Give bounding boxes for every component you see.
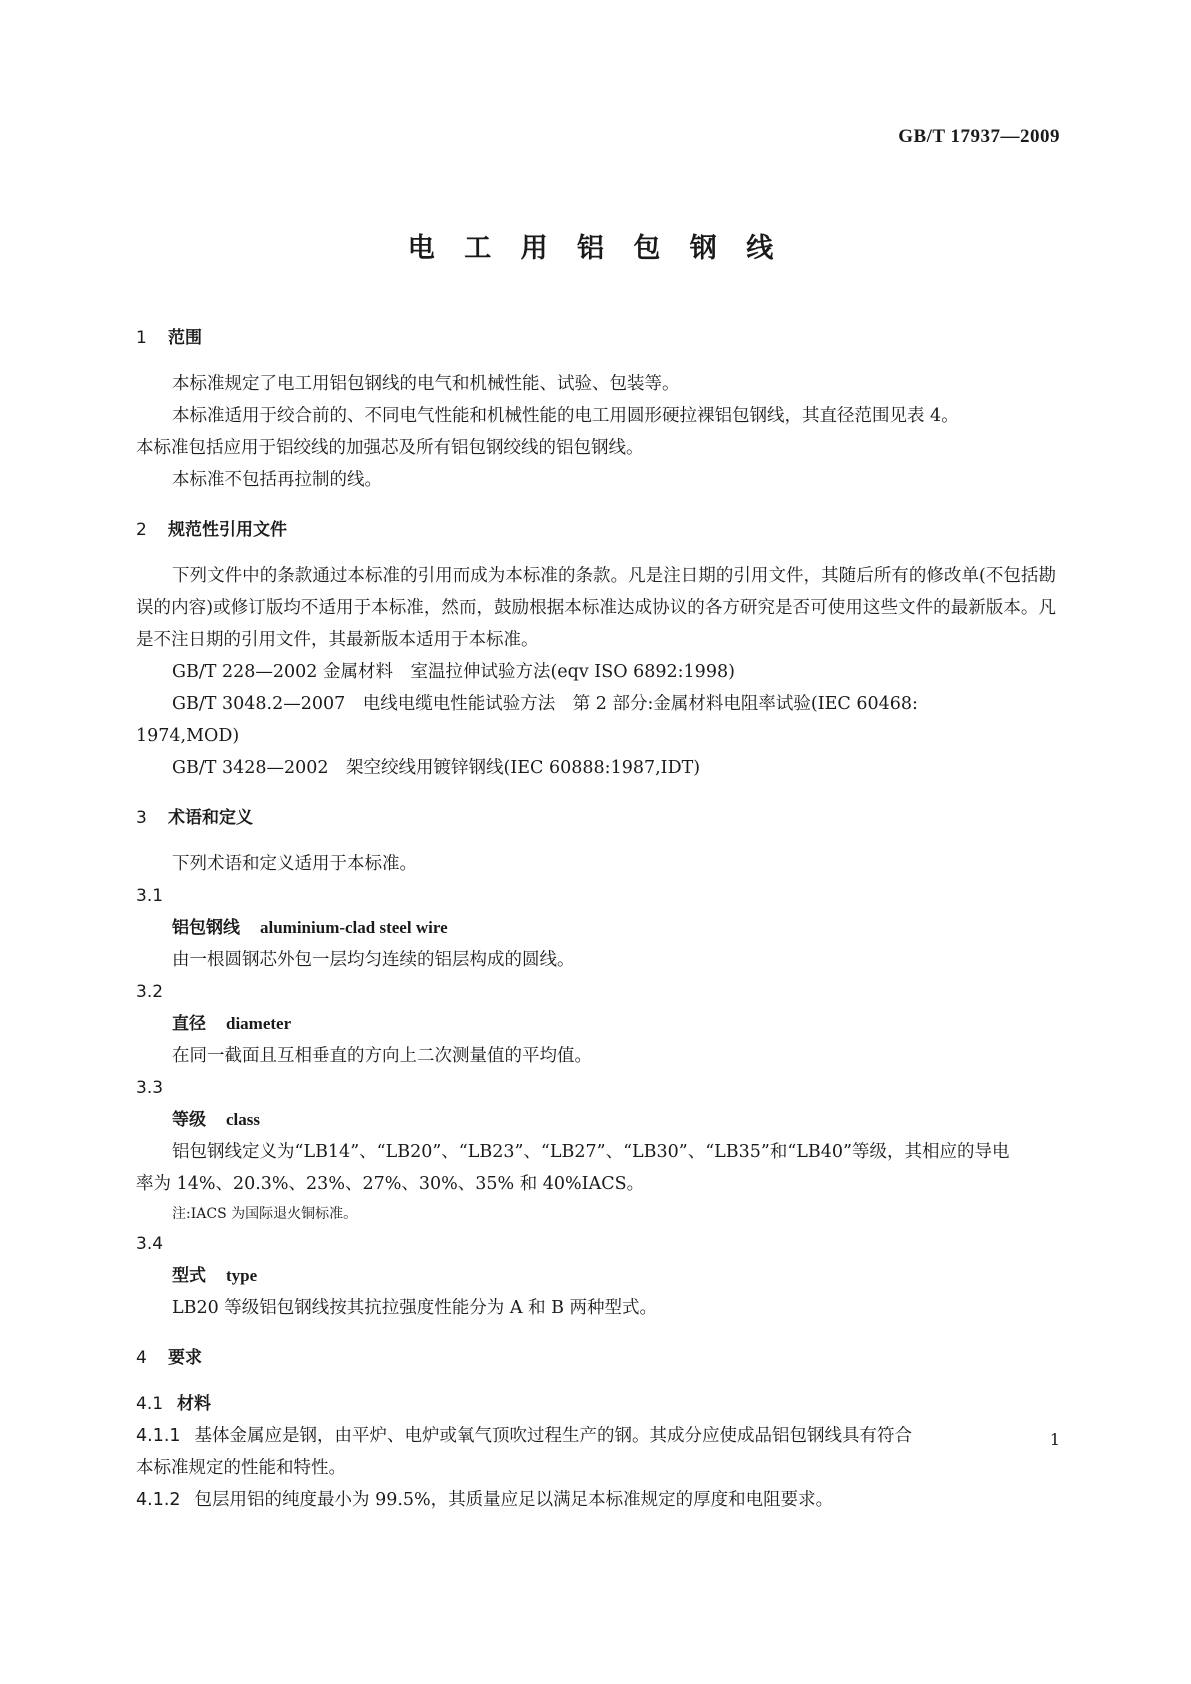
- term-name-en: aluminium-clad steel wire: [260, 918, 448, 937]
- clause: [136, 1420, 1056, 1452]
- paragraph: 本标准规定了电工用铝包钢线的电气和机械性能、试验、包装等。: [172, 374, 680, 394]
- document-body: [136, 322, 1056, 1516]
- term-definition: 铝包钢线定义为“LB14”、“LB20”、“LB23”、“LB27”、“LB30”、“LB35”和“LB40”等级，其相应的导电: [172, 1142, 1010, 1162]
- section-heading-scope: [136, 322, 1056, 354]
- reference-item: GB/T 3428—2002 架空绞线用镀锌钢线(IEC 60888:1987,IDT): [172, 758, 701, 778]
- reference-item: GB/T 228—2002 金属材料 室温拉伸试验方法(eqv ISO 6892:1998): [172, 662, 735, 682]
- term-name: [136, 1260, 1056, 1292]
- paragraph: 本标准适用于绞合前的、不同电气性能和机械性能的电工用圆形硬拉裸铝包钢线，其直径范围见表 4。: [172, 406, 959, 426]
- section-title: 规范性引用文件: [168, 520, 287, 540]
- term-number: 3.3: [136, 1078, 164, 1098]
- section-title: 范围: [168, 328, 202, 348]
- term-name: [136, 1008, 1056, 1040]
- standard-code: GB/T 17937—2009: [898, 126, 1060, 147]
- term-name-zh: 直径: [172, 1014, 206, 1034]
- clause: [136, 1484, 1056, 1516]
- term-name: [136, 1104, 1056, 1136]
- section-heading-requirements: [136, 1342, 1056, 1374]
- subsection-heading: [136, 1388, 1056, 1420]
- term-name-en: type: [226, 1266, 258, 1285]
- section-title: 要求: [168, 1348, 202, 1368]
- subsection-number: 4.1: [136, 1394, 164, 1414]
- section-heading-terms: [136, 802, 1056, 834]
- term-name-en: class: [226, 1110, 260, 1129]
- page-number: 1: [1049, 1430, 1060, 1449]
- paragraph-continuation: 本标准包括应用于铝绞线的加强芯及所有铝包钢绞线的铝包钢线。: [136, 438, 644, 458]
- reference-continuation: 1974,MOD): [136, 726, 240, 746]
- term-name-zh: 等级: [172, 1110, 206, 1130]
- term-name-en: diameter: [226, 1014, 292, 1033]
- section-number: 2: [136, 520, 147, 540]
- clause-number: 4.1.2: [136, 1490, 181, 1510]
- clause-text: 基体金属应是钢，由平炉、电炉或氧气顶吹过程生产的钢。其成分应使成品铝包钢线具有符合: [194, 1426, 913, 1446]
- term-definition: 由一根圆钢芯外包一层均匀连续的铝层构成的圆线。: [172, 950, 575, 970]
- term-number: 3.1: [136, 886, 164, 906]
- term-definition: 在同一截面且互相垂直的方向上二次测量值的平均值。: [172, 1046, 592, 1066]
- term-name-zh: 型式: [172, 1266, 206, 1286]
- section-number: 1: [136, 328, 147, 348]
- term-definition-continuation: 率为 14%、20.3%、23%、27%、30%、35% 和 40%IACS。: [136, 1174, 645, 1194]
- document-title: 电 工 用 铝 包 钢 线: [407, 233, 784, 264]
- term-number: 3.2: [136, 982, 164, 1002]
- clause-number: 4.1.1: [136, 1426, 181, 1446]
- term-number: 3.4: [136, 1234, 164, 1254]
- term-name-zh: 铝包钢线: [172, 918, 240, 938]
- section-heading-normative-references: [136, 514, 1056, 546]
- paragraph: 下列文件中的条款通过本标准的引用而成为本标准的条款。凡是注日期的引用文件，其随后所有的修改单(不包括勘误的内容)或修订版均不适用于本标准，然而，鼓励根据本标准达成协议的各方研究是否可使用这些文件的最新版本。凡是不注日期的引用文件，其最新版本适用于本标准。: [136, 566, 1056, 650]
- paragraph: 下列术语和定义适用于本标准。: [172, 854, 417, 874]
- term-name: [136, 912, 1056, 944]
- reference-item: GB/T 3048.2—2007 电线电缆电性能试验方法 第 2 部分:金属材料电阻率试验(IEC 60468:: [172, 694, 918, 714]
- subsection-title: 材料: [177, 1394, 212, 1414]
- section-number: 4: [136, 1348, 147, 1368]
- section-title: 术语和定义: [168, 808, 253, 828]
- term-definition: LB20 等级铝包钢线按其抗拉强度性能分为 A 和 B 两种型式。: [172, 1298, 658, 1318]
- note: 注:IACS 为国际退火铜标准。: [172, 1206, 358, 1222]
- section-number: 3: [136, 808, 147, 828]
- clause-text: 包层用铝的纯度最小为 99.5%，其质量应足以满足本标准规定的厚度和电阻要求。: [194, 1490, 834, 1510]
- clause-continuation: 本标准规定的性能和特性。: [136, 1458, 346, 1478]
- paragraph: 本标准不包括再拉制的线。: [172, 470, 382, 490]
